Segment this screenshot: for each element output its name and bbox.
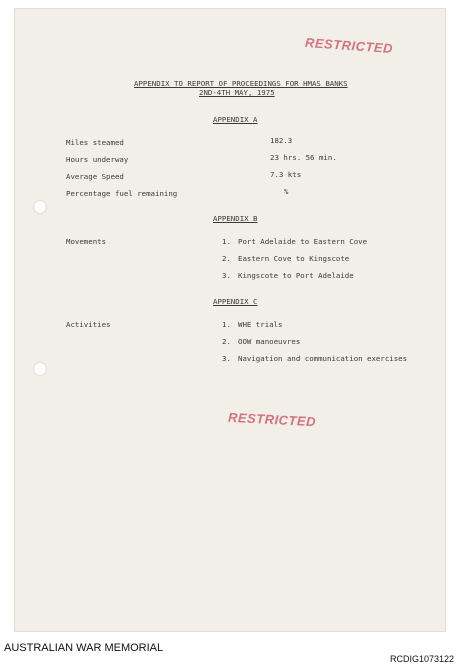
list-item: Eastern Cove to Kingscote [238, 254, 350, 263]
list-item-number: 1. [222, 237, 231, 246]
appendix-a-value: % [284, 187, 289, 196]
document-date: 2ND-4TH MAY, 1975 [199, 88, 275, 97]
appendix-b-label: Movements [66, 237, 107, 246]
appendix-a-value: 7.3 kts [270, 170, 302, 179]
document-title: APPENDIX TO REPORT OF PROCEEDINGS FOR HMAS BANKS [134, 79, 348, 88]
footer-institution: AUSTRALIAN WAR MEMORIAL [4, 642, 164, 654]
list-item: OOW manoeuvres [238, 337, 301, 346]
list-item: Kingscote to Port Adelaide [238, 271, 354, 280]
appendix-a-label: Hours underway [66, 155, 129, 164]
list-item: Port Adelaide to Eastern Cove [238, 237, 368, 246]
appendix-a-value: 23 hrs. 56 min. [270, 153, 337, 162]
list-item-number: 1. [222, 320, 231, 329]
punch-hole-top [33, 200, 47, 214]
list-item: Navigation and communication exercises [238, 354, 408, 363]
list-item-number: 2. [222, 254, 231, 263]
appendix-c-label: Activities [66, 320, 111, 329]
punch-hole-bottom [33, 362, 47, 376]
appendix-a-label: Percentage fuel remaining [66, 189, 178, 198]
appendix-a-label: Average Speed [66, 172, 124, 181]
appendix-a-label: Miles steamed [66, 138, 124, 147]
footer-reference: RCDIG1073122 [389, 654, 454, 664]
appendix-c-heading: APPENDIX C [213, 297, 258, 306]
restricted-stamp-top: RESTRICTED [304, 34, 394, 57]
list-item-number: 2. [222, 337, 231, 346]
restricted-stamp-middle: RESTRICTED [227, 409, 317, 430]
list-item: WHE trials [238, 320, 283, 329]
list-item-number: 3. [222, 354, 231, 363]
list-item-number: 3. [222, 271, 231, 280]
appendix-a-value: 182.3 [270, 136, 293, 145]
appendix-a-heading: APPENDIX A [213, 115, 258, 124]
appendix-b-heading: APPENDIX B [213, 214, 258, 223]
